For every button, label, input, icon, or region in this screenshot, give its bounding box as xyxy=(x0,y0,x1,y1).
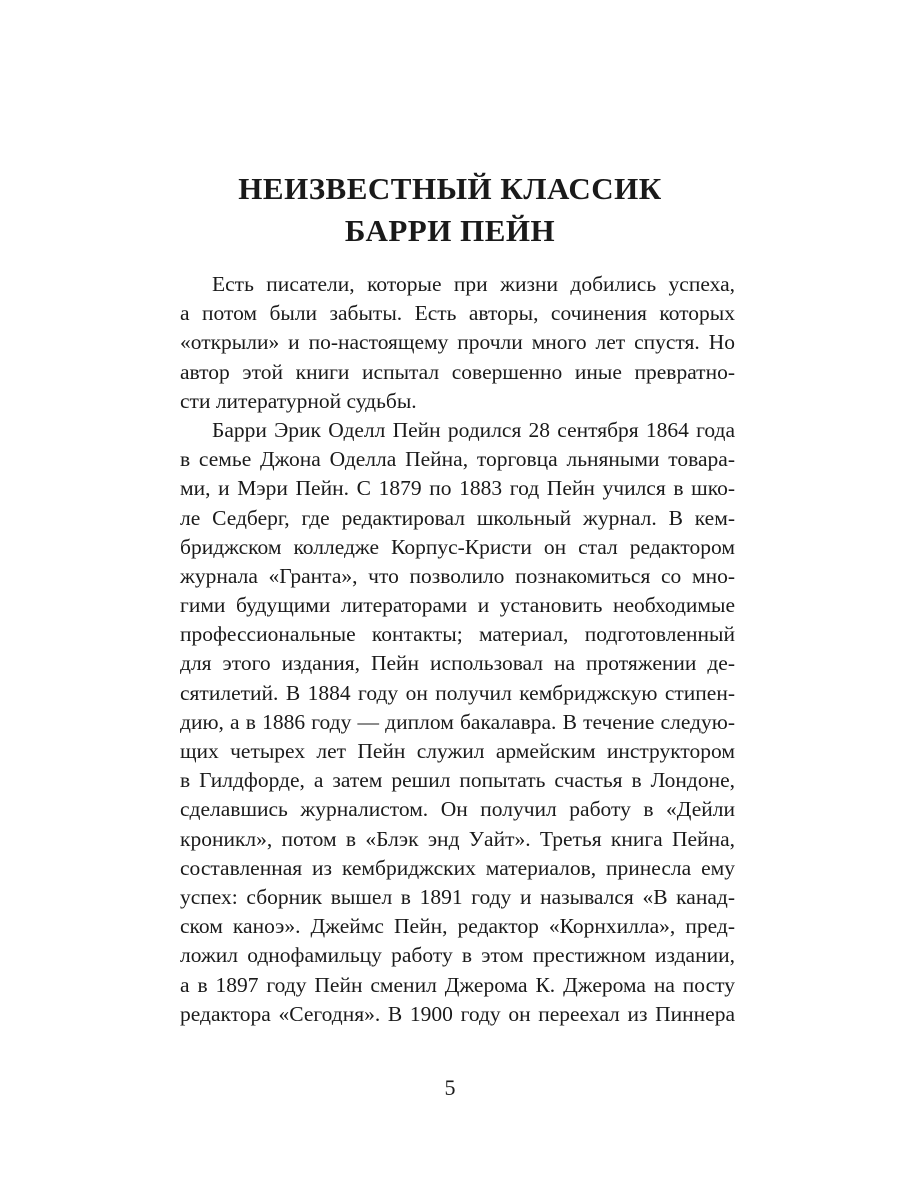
text-line: ле Седберг, где редактировал школьный журнал. В кем- xyxy=(180,505,735,530)
text-line: в семье Джона Оделла Пейна, торговца льняными товара- xyxy=(180,447,735,472)
chapter-title-line-2: БАРРИ ПЕЙН xyxy=(344,213,556,248)
text-line: автор этой книги испытал совершенно иные превратно- xyxy=(180,359,735,384)
text-line: редактора «Сегодня». В 1900 году он переехал из Пиннера xyxy=(180,1001,735,1026)
text-line: успех: сборник вышел в 1891 году и назывался «В канад- xyxy=(180,884,735,909)
text-line: сделавшись журналистом. Он получил работу в «Дейли xyxy=(180,797,735,822)
text-line: сти литературной судьбы. xyxy=(180,388,417,413)
paragraph-1 xyxy=(180,270,735,416)
text-line: а потом были забыты. Есть авторы, сочинения которых xyxy=(180,301,735,326)
body-text xyxy=(180,270,735,1029)
text-line: профессиональные контакты; материал, подготовленный xyxy=(180,622,735,647)
text-line: для этого издания, Пейн использовал на протяжении де- xyxy=(180,651,735,676)
text-line: гими будущими литераторами и установить необходимые xyxy=(180,593,735,618)
chapter-title-line-1: НЕИЗВЕСТНЫЙ КЛАССИК xyxy=(238,171,662,206)
text-line: бриджском колледже Корпус-Кристи он стал редактором xyxy=(180,534,735,559)
page-number: 5 xyxy=(444,1075,456,1100)
text-line: щих четырех лет Пейн служил армейским инструктором xyxy=(180,739,735,763)
text-line: Есть писатели, которые при жизни добились успеха, xyxy=(212,272,735,296)
text-line: Барри Эрик Оделл Пейн родился 28 сентября 1864 года xyxy=(212,417,735,442)
text-line: ми, и Мэри Пейн. С 1879 по 1883 год Пейн учился в шко- xyxy=(180,476,735,501)
text-line: а в 1897 году Пейн сменил Джерома К. Джерома на посту xyxy=(180,972,735,997)
text-line: кроникл», потом в «Блэк энд Уайт». Третья книга Пейна, xyxy=(180,826,735,851)
text-line: дию, а в 1886 году — диплом бакалавра. В течение следую- xyxy=(180,709,735,734)
text-line: журнала «Гранта», что позволило познакомиться со мно- xyxy=(180,563,735,588)
text-line: составленная из кембриджских материалов, принесла ему xyxy=(180,855,735,880)
chapter-title xyxy=(0,168,900,252)
text-line: ложил однофамильцу работу в этом престижном издании, xyxy=(180,943,735,968)
text-line: «открыли» и по-настоящему прочли много лет спустя. Но xyxy=(180,330,735,355)
text-line: в Гилдфорде, а затем решил попытать счастья в Лондоне, xyxy=(180,768,735,793)
paragraph-2 xyxy=(180,416,735,1029)
text-line: ском каноэ». Джеймс Пейн, редактор «Корнхилла», пред- xyxy=(180,914,735,939)
text-line: сятилетий. В 1884 году он получил кембриджскую стипен- xyxy=(180,680,735,705)
